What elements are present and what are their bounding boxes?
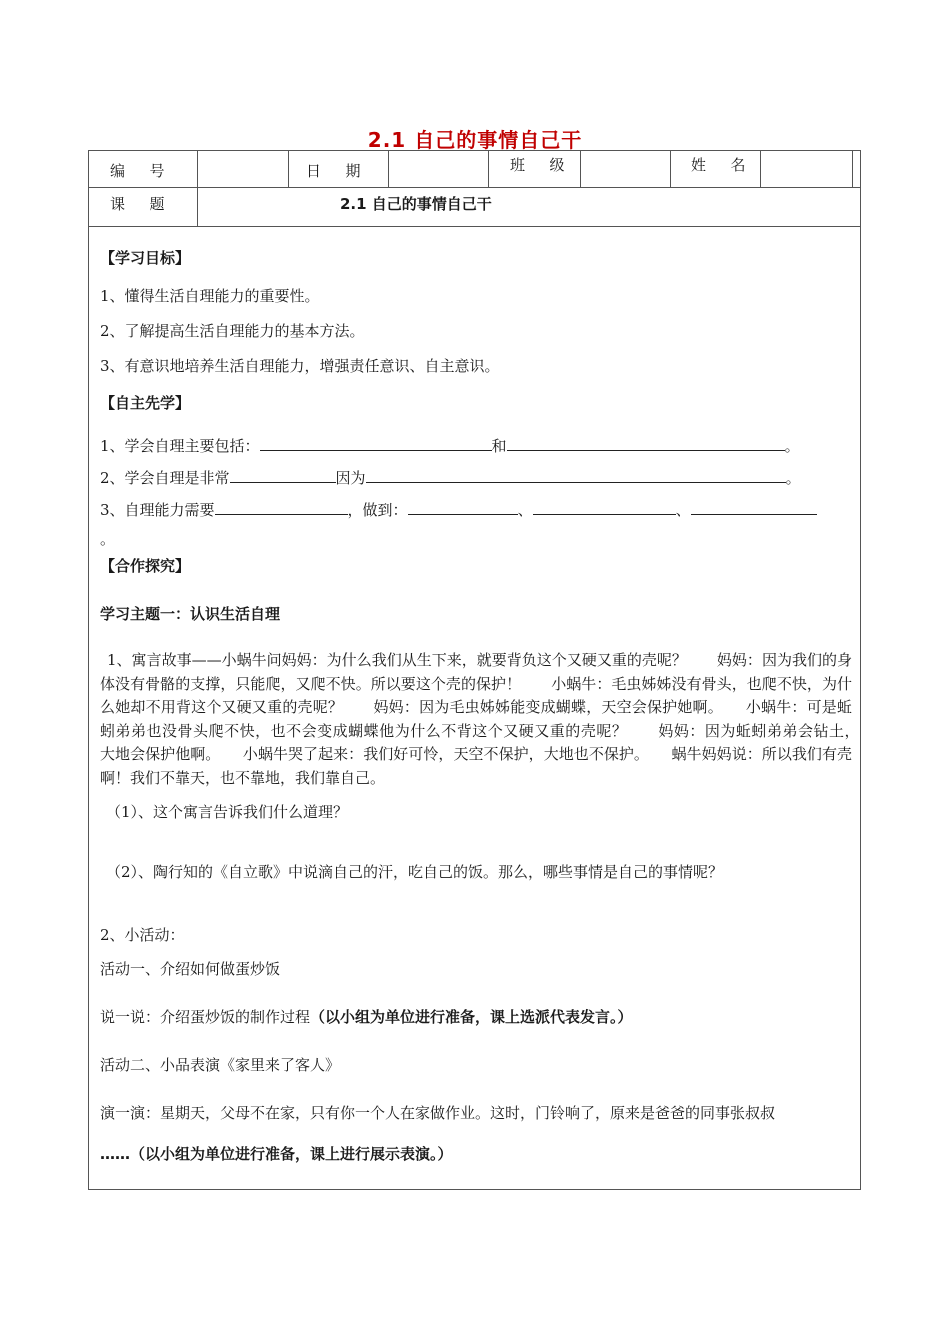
- row-divider: [88, 187, 861, 188]
- q1-text-a: 1、学会自理主要包括：: [100, 437, 260, 455]
- q3-sep: 、: [517, 501, 533, 519]
- section-heading-explore: 【合作探究】: [100, 557, 191, 575]
- q2-text-a: 2、学会自理是非常: [100, 469, 230, 487]
- goal-item: 2、了解提高生活自理能力的基本方法。: [100, 322, 365, 340]
- answer-blank[interactable]: [215, 500, 348, 515]
- q3-sep: 、: [675, 501, 691, 519]
- answer-blank[interactable]: [260, 436, 492, 451]
- col-divider: [288, 150, 289, 187]
- answer-blank[interactable]: [507, 436, 785, 451]
- section-heading-goals: 【学习目标】: [100, 249, 191, 267]
- col-divider: [670, 150, 671, 187]
- col-divider: [388, 150, 389, 187]
- activity-1: 活动一、介绍如何做蛋炒饭: [100, 960, 281, 978]
- activity-intro: 2、小活动：: [100, 926, 185, 944]
- answer-blank[interactable]: [533, 500, 676, 515]
- col-divider: [488, 150, 489, 187]
- col-divider: [580, 150, 581, 187]
- answer-blank[interactable]: [408, 500, 518, 515]
- number-label: 编 号: [110, 162, 165, 180]
- goal-item: 1、懂得生活自理能力的重要性。: [100, 287, 320, 305]
- q1-text-b: 和: [491, 437, 507, 455]
- theme-heading: 学习主题一：认识生活自理: [100, 605, 281, 623]
- fable-story: 1、寓言故事——小蜗牛问妈妈：为什么我们从生下来，就要背负这个又硬又重的壳呢？ 妈妈：因为我们的身体没有骨骼的支撑，只能爬，又爬不快。所以要这个壳的保护！ 小蜗牛：毛虫姊姊没有骨头，也爬不快，为什么她却不用背这个又硬又重的壳呢？ 妈妈：因为毛虫姊姊能变成蝴蝶，天空会保护她啊。 小蜗牛：可是蚯蚓弟弟也没骨头爬不快，也不会变成蝴蝶他为什么不背这个又硬又重的壳呢？ 妈妈：因为蚯蚓弟弟会钻土， 大地会保护他啊。 小蜗牛哭了起来：我们好可怜，天空不保护，大地也不保护。 蜗牛妈妈说：所以我们有壳啊！我们不靠天，也不靠地，我们靠自己。: [100, 651, 868, 787]
- answer-blank[interactable]: [366, 468, 786, 483]
- col-divider: [852, 150, 853, 187]
- goal-item: 3、有意识地培养生活自理能力，增强责任意识、自主意识。: [100, 357, 500, 375]
- q3-text-b: ，做到：: [347, 501, 408, 519]
- q2-text-b: 因为: [335, 469, 366, 487]
- answer-blank[interactable]: [230, 468, 336, 483]
- say-instruction: [100, 1006, 633, 1027]
- name-label: 姓 名: [691, 156, 746, 174]
- activity-2: 活动二、小品表演《家里来了客人》: [100, 1056, 341, 1074]
- q3-end: 。: [100, 530, 116, 548]
- q3-text-a: 3、自理能力需要: [100, 501, 215, 519]
- say-note: （以小组为单位进行准备，课上选派代表发言。）: [310, 1008, 633, 1026]
- date-label: 日 期: [306, 162, 361, 180]
- page-title: 2.1 自己的事情自己干: [367, 128, 583, 152]
- col-divider: [197, 150, 198, 227]
- prestudy-question-2: [100, 467, 801, 488]
- answer-blank[interactable]: [691, 500, 817, 515]
- topic-value: 2.1 自己的事情自己干: [340, 195, 492, 213]
- act-instruction: 演一演：星期天，父母不在家，只有你一个人在家做作业。这时，门铃响了，原来是爸爸的同事张叔叔: [100, 1104, 776, 1122]
- col-divider: [760, 150, 761, 187]
- row-divider: [88, 226, 861, 227]
- section-heading-prestudy: 【自主先学】: [100, 394, 191, 412]
- say-text: 说一说：介绍蛋炒饭的制作过程: [100, 1008, 311, 1026]
- discussion-question-1: （1）、这个寓言告诉我们什么道理？: [106, 803, 349, 821]
- q1-end: 。: [784, 437, 800, 455]
- topic-label: 课 题: [110, 195, 165, 213]
- prestudy-question-1: [100, 435, 800, 456]
- class-label: 班 级: [510, 156, 565, 174]
- discussion-question-2: （2）、陶行知的《自立歌》中说滴自己的汗，吃自己的饭。那么，哪些事情是自己的事情呢？: [106, 863, 724, 881]
- q2-end: 。: [785, 469, 801, 487]
- prestudy-question-3: [100, 499, 817, 520]
- act-note: ……（以小组为单位进行准备，课上进行展示表演。）: [100, 1145, 453, 1163]
